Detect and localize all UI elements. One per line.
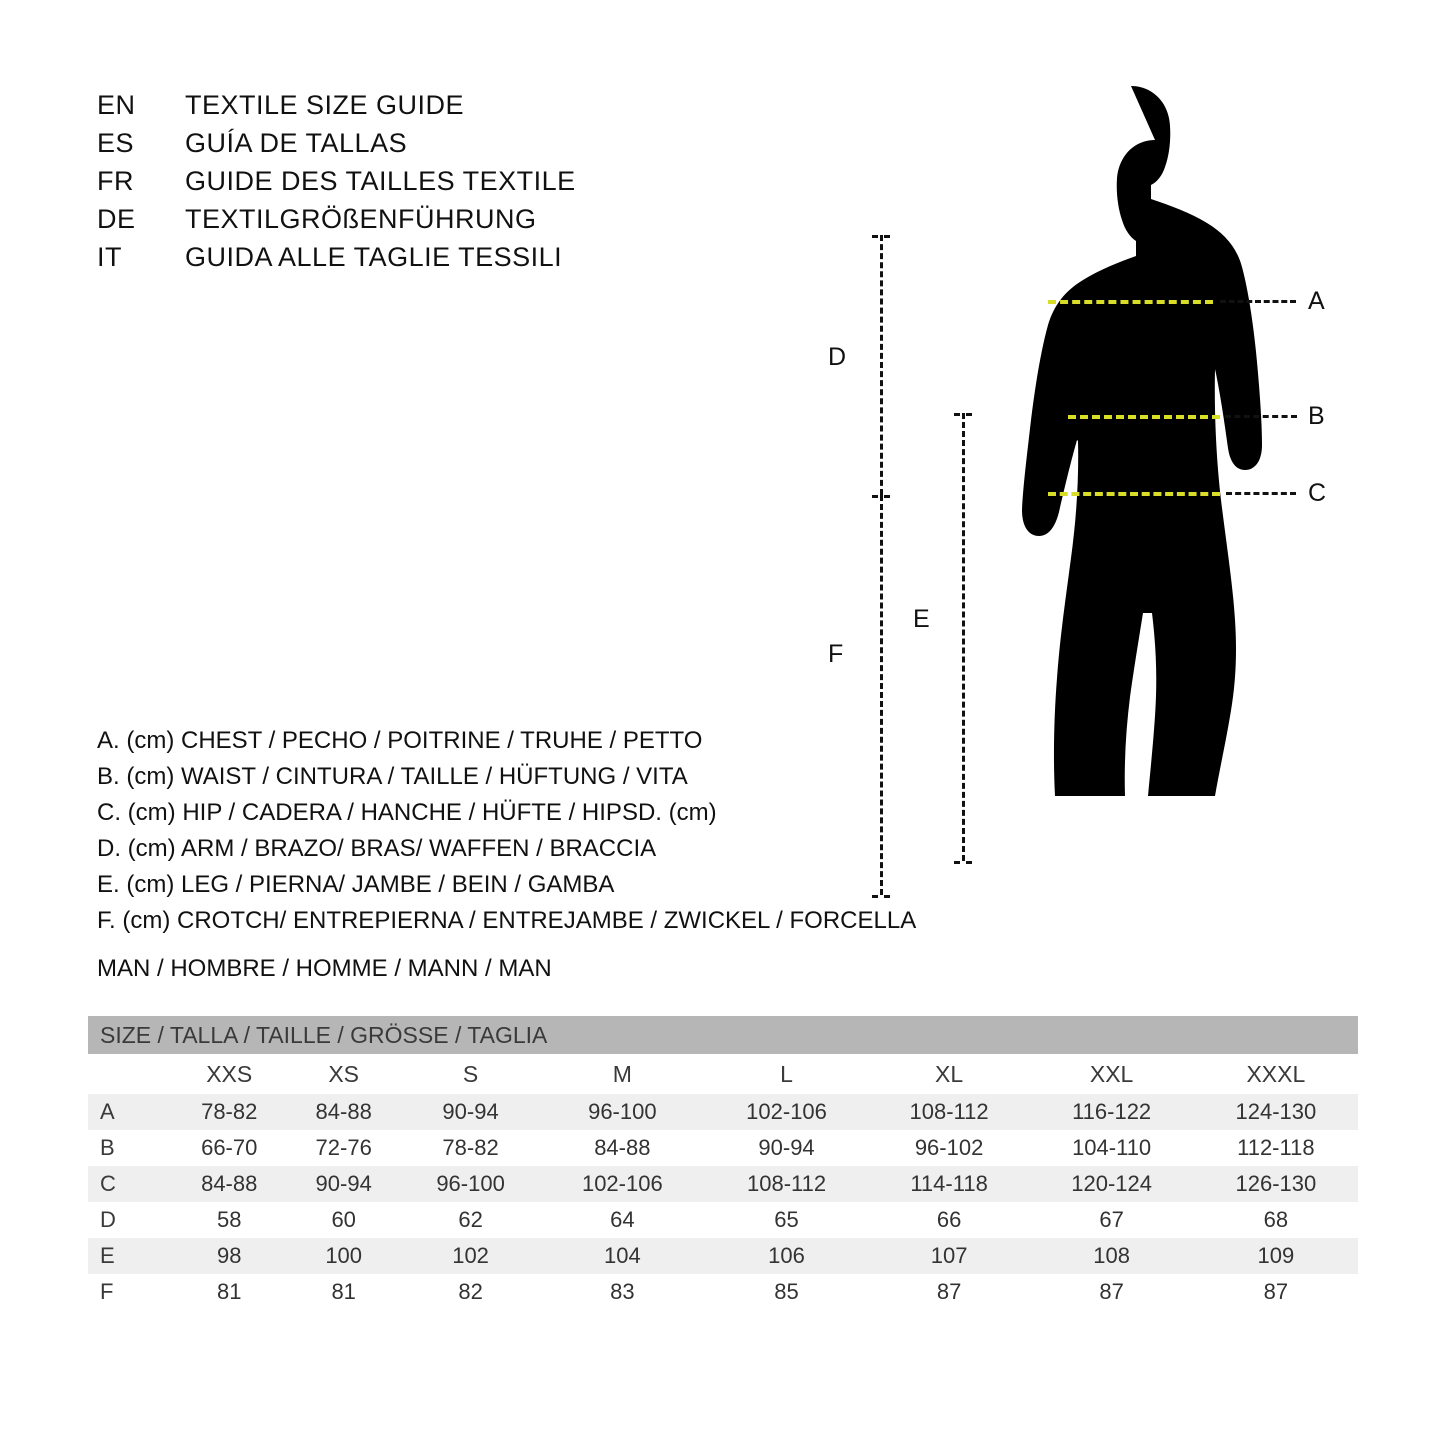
title-lang-es: ES xyxy=(97,128,135,158)
marker-label-E: E xyxy=(913,605,930,633)
row-label-B: B xyxy=(88,1130,172,1166)
legend-item-crotch: F. (cm) CROTCH/ ENTREPIERNA / ENTREJAMBE / ZWICKEL / FORCELLA xyxy=(97,907,917,934)
cell-B-xxxl: 112-118 xyxy=(1194,1130,1358,1166)
cell-E-m: 104 xyxy=(540,1238,704,1274)
title-row xyxy=(97,242,797,280)
crotch-measure-tick-bottom xyxy=(872,895,890,898)
cell-D-xs: 60 xyxy=(286,1202,400,1238)
column-header-xs: XS xyxy=(286,1054,400,1094)
row-label-A: A xyxy=(88,1094,172,1130)
cell-B-xl: 96-102 xyxy=(869,1130,1030,1166)
table-row xyxy=(88,1094,1358,1130)
marker-label-F: F xyxy=(828,640,844,668)
cell-D-xxxl: 68 xyxy=(1194,1202,1358,1238)
hip-leader-line xyxy=(1226,492,1296,495)
table-row xyxy=(88,1238,1358,1274)
cell-F-s: 82 xyxy=(401,1274,540,1310)
title-lang-de: DE xyxy=(97,204,136,234)
title-text-de: TEXTILGRÖßENFÜHRUNG xyxy=(185,204,537,234)
body-measurement-diagram xyxy=(828,60,1370,950)
cell-D-m: 64 xyxy=(540,1202,704,1238)
title-row xyxy=(97,128,797,166)
cell-E-l: 106 xyxy=(704,1238,868,1274)
column-header-s: S xyxy=(401,1054,540,1094)
cell-B-xxl: 104-110 xyxy=(1030,1130,1194,1166)
title-row xyxy=(97,204,797,242)
title-text-es: GUÍA DE TALLAS xyxy=(185,128,408,158)
cell-C-s: 96-100 xyxy=(401,1166,540,1202)
cell-A-l: 102-106 xyxy=(704,1094,868,1130)
row-label-D: D xyxy=(88,1202,172,1238)
cell-B-l: 90-94 xyxy=(704,1130,868,1166)
cell-A-xl: 108-112 xyxy=(869,1094,1030,1130)
cell-E-xxxl: 109 xyxy=(1194,1238,1358,1274)
column-header-l: L xyxy=(704,1054,868,1094)
chest-leader-line xyxy=(1220,300,1296,303)
table-row xyxy=(88,1130,1358,1166)
chest-measure-line xyxy=(1048,300,1213,304)
column-header-xxs: XXS xyxy=(172,1054,286,1094)
cell-F-xs: 81 xyxy=(286,1274,400,1310)
cell-F-xl: 87 xyxy=(869,1274,1030,1310)
cell-F-xxs: 81 xyxy=(172,1274,286,1310)
waist-leader-line xyxy=(1225,415,1297,418)
table-band-label: SIZE / TALLA / TAILLE / GRÖSSE / TAGLIA xyxy=(88,1016,1358,1054)
title-text-it: GUIDA ALLE TAGLIE TESSILI xyxy=(185,242,563,272)
cell-C-m: 102-106 xyxy=(540,1166,704,1202)
leg-measure-tick-top xyxy=(954,413,972,416)
size-table xyxy=(88,1016,1358,1310)
cell-A-xs: 84-88 xyxy=(286,1094,400,1130)
cell-D-xxs: 58 xyxy=(172,1202,286,1238)
table-band-header xyxy=(88,1016,1358,1054)
cell-D-l: 65 xyxy=(704,1202,868,1238)
cell-B-xxs: 66-70 xyxy=(172,1130,286,1166)
marker-label-D: D xyxy=(828,343,847,371)
leg-measure-tick-bottom xyxy=(954,861,972,864)
cell-F-xxl: 87 xyxy=(1030,1274,1194,1310)
cell-F-xxxl: 87 xyxy=(1194,1274,1358,1310)
leg-measure-line xyxy=(962,413,965,861)
cell-C-xl: 114-118 xyxy=(869,1166,1030,1202)
legend-item-hip: C. (cm) HIP / CADERA / HANCHE / HÜFTE / HIPSD. (cm) xyxy=(97,799,717,826)
cell-C-xs: 90-94 xyxy=(286,1166,400,1202)
cell-A-m: 96-100 xyxy=(540,1094,704,1130)
hip-measure-line xyxy=(1048,492,1220,496)
cell-B-m: 84-88 xyxy=(540,1130,704,1166)
cell-C-xxxl: 126-130 xyxy=(1194,1166,1358,1202)
cell-D-xxl: 67 xyxy=(1030,1202,1194,1238)
column-header-m: M xyxy=(540,1054,704,1094)
title-text-en: TEXTILE SIZE GUIDE xyxy=(185,90,465,120)
row-label-C: C xyxy=(88,1166,172,1202)
title-text-fr: GUIDE DES TAILLES TEXTILE xyxy=(185,166,576,196)
legend-item-arm: D. (cm) ARM / BRAZO/ BRAS/ WAFFEN / BRACCIA xyxy=(97,835,657,862)
title-lang-fr: FR xyxy=(97,166,134,196)
cell-F-m: 83 xyxy=(540,1274,704,1310)
title-lang-en: EN xyxy=(97,90,136,120)
table-column-headers xyxy=(88,1054,1358,1094)
gender-label: MAN / HOMBRE / HOMME / MANN / MAN xyxy=(97,955,552,982)
marker-label-B: B xyxy=(1308,402,1325,430)
cell-B-s: 78-82 xyxy=(401,1130,540,1166)
cell-F-l: 85 xyxy=(704,1274,868,1310)
title-row xyxy=(97,90,797,128)
measurement-legend xyxy=(97,723,917,939)
table-row xyxy=(88,1274,1358,1310)
title-lang-it: IT xyxy=(97,242,122,272)
column-header-xxl: XXL xyxy=(1030,1054,1194,1094)
man-silhouette-icon xyxy=(850,60,1370,950)
marker-label-C: C xyxy=(1308,479,1327,507)
row-label-F: F xyxy=(88,1274,172,1310)
cell-E-s: 102 xyxy=(401,1238,540,1274)
cell-C-xxl: 120-124 xyxy=(1030,1166,1194,1202)
table-row xyxy=(88,1202,1358,1238)
column-header-xl: XL xyxy=(869,1054,1030,1094)
cell-A-xxs: 78-82 xyxy=(172,1094,286,1130)
arm-measure-tick-top xyxy=(872,235,890,238)
cell-C-xxs: 84-88 xyxy=(172,1166,286,1202)
marker-label-A: A xyxy=(1308,287,1325,315)
cell-D-s: 62 xyxy=(401,1202,540,1238)
table-row xyxy=(88,1166,1358,1202)
cell-E-xl: 107 xyxy=(869,1238,1030,1274)
waist-measure-line xyxy=(1068,415,1220,419)
legend-item-leg: E. (cm) LEG / PIERNA/ JAMBE / BEIN / GAMBA xyxy=(97,871,615,898)
column-header-xxxl: XXXL xyxy=(1194,1054,1358,1094)
legend-item-chest: A. (cm) CHEST / PECHO / POITRINE / TRUHE / PETTO xyxy=(97,727,703,754)
arm-measure-line xyxy=(880,235,883,495)
cell-E-xxs: 98 xyxy=(172,1238,286,1274)
title-row xyxy=(97,166,797,204)
cell-D-xl: 66 xyxy=(869,1202,1030,1238)
cell-A-s: 90-94 xyxy=(401,1094,540,1130)
crotch-measure-line xyxy=(880,495,883,895)
cell-E-xs: 100 xyxy=(286,1238,400,1274)
cell-A-xxl: 116-122 xyxy=(1030,1094,1194,1130)
row-label-E: E xyxy=(88,1238,172,1274)
legend-item-waist: B. (cm) WAIST / CINTURA / TAILLE / HÜFTUNG / VITA xyxy=(97,763,688,790)
cell-E-xxl: 108 xyxy=(1030,1238,1194,1274)
cell-C-l: 108-112 xyxy=(704,1166,868,1202)
title-block xyxy=(97,90,797,280)
cell-A-xxxl: 124-130 xyxy=(1194,1094,1358,1130)
table-corner-cell xyxy=(88,1054,172,1094)
cell-B-xs: 72-76 xyxy=(286,1130,400,1166)
